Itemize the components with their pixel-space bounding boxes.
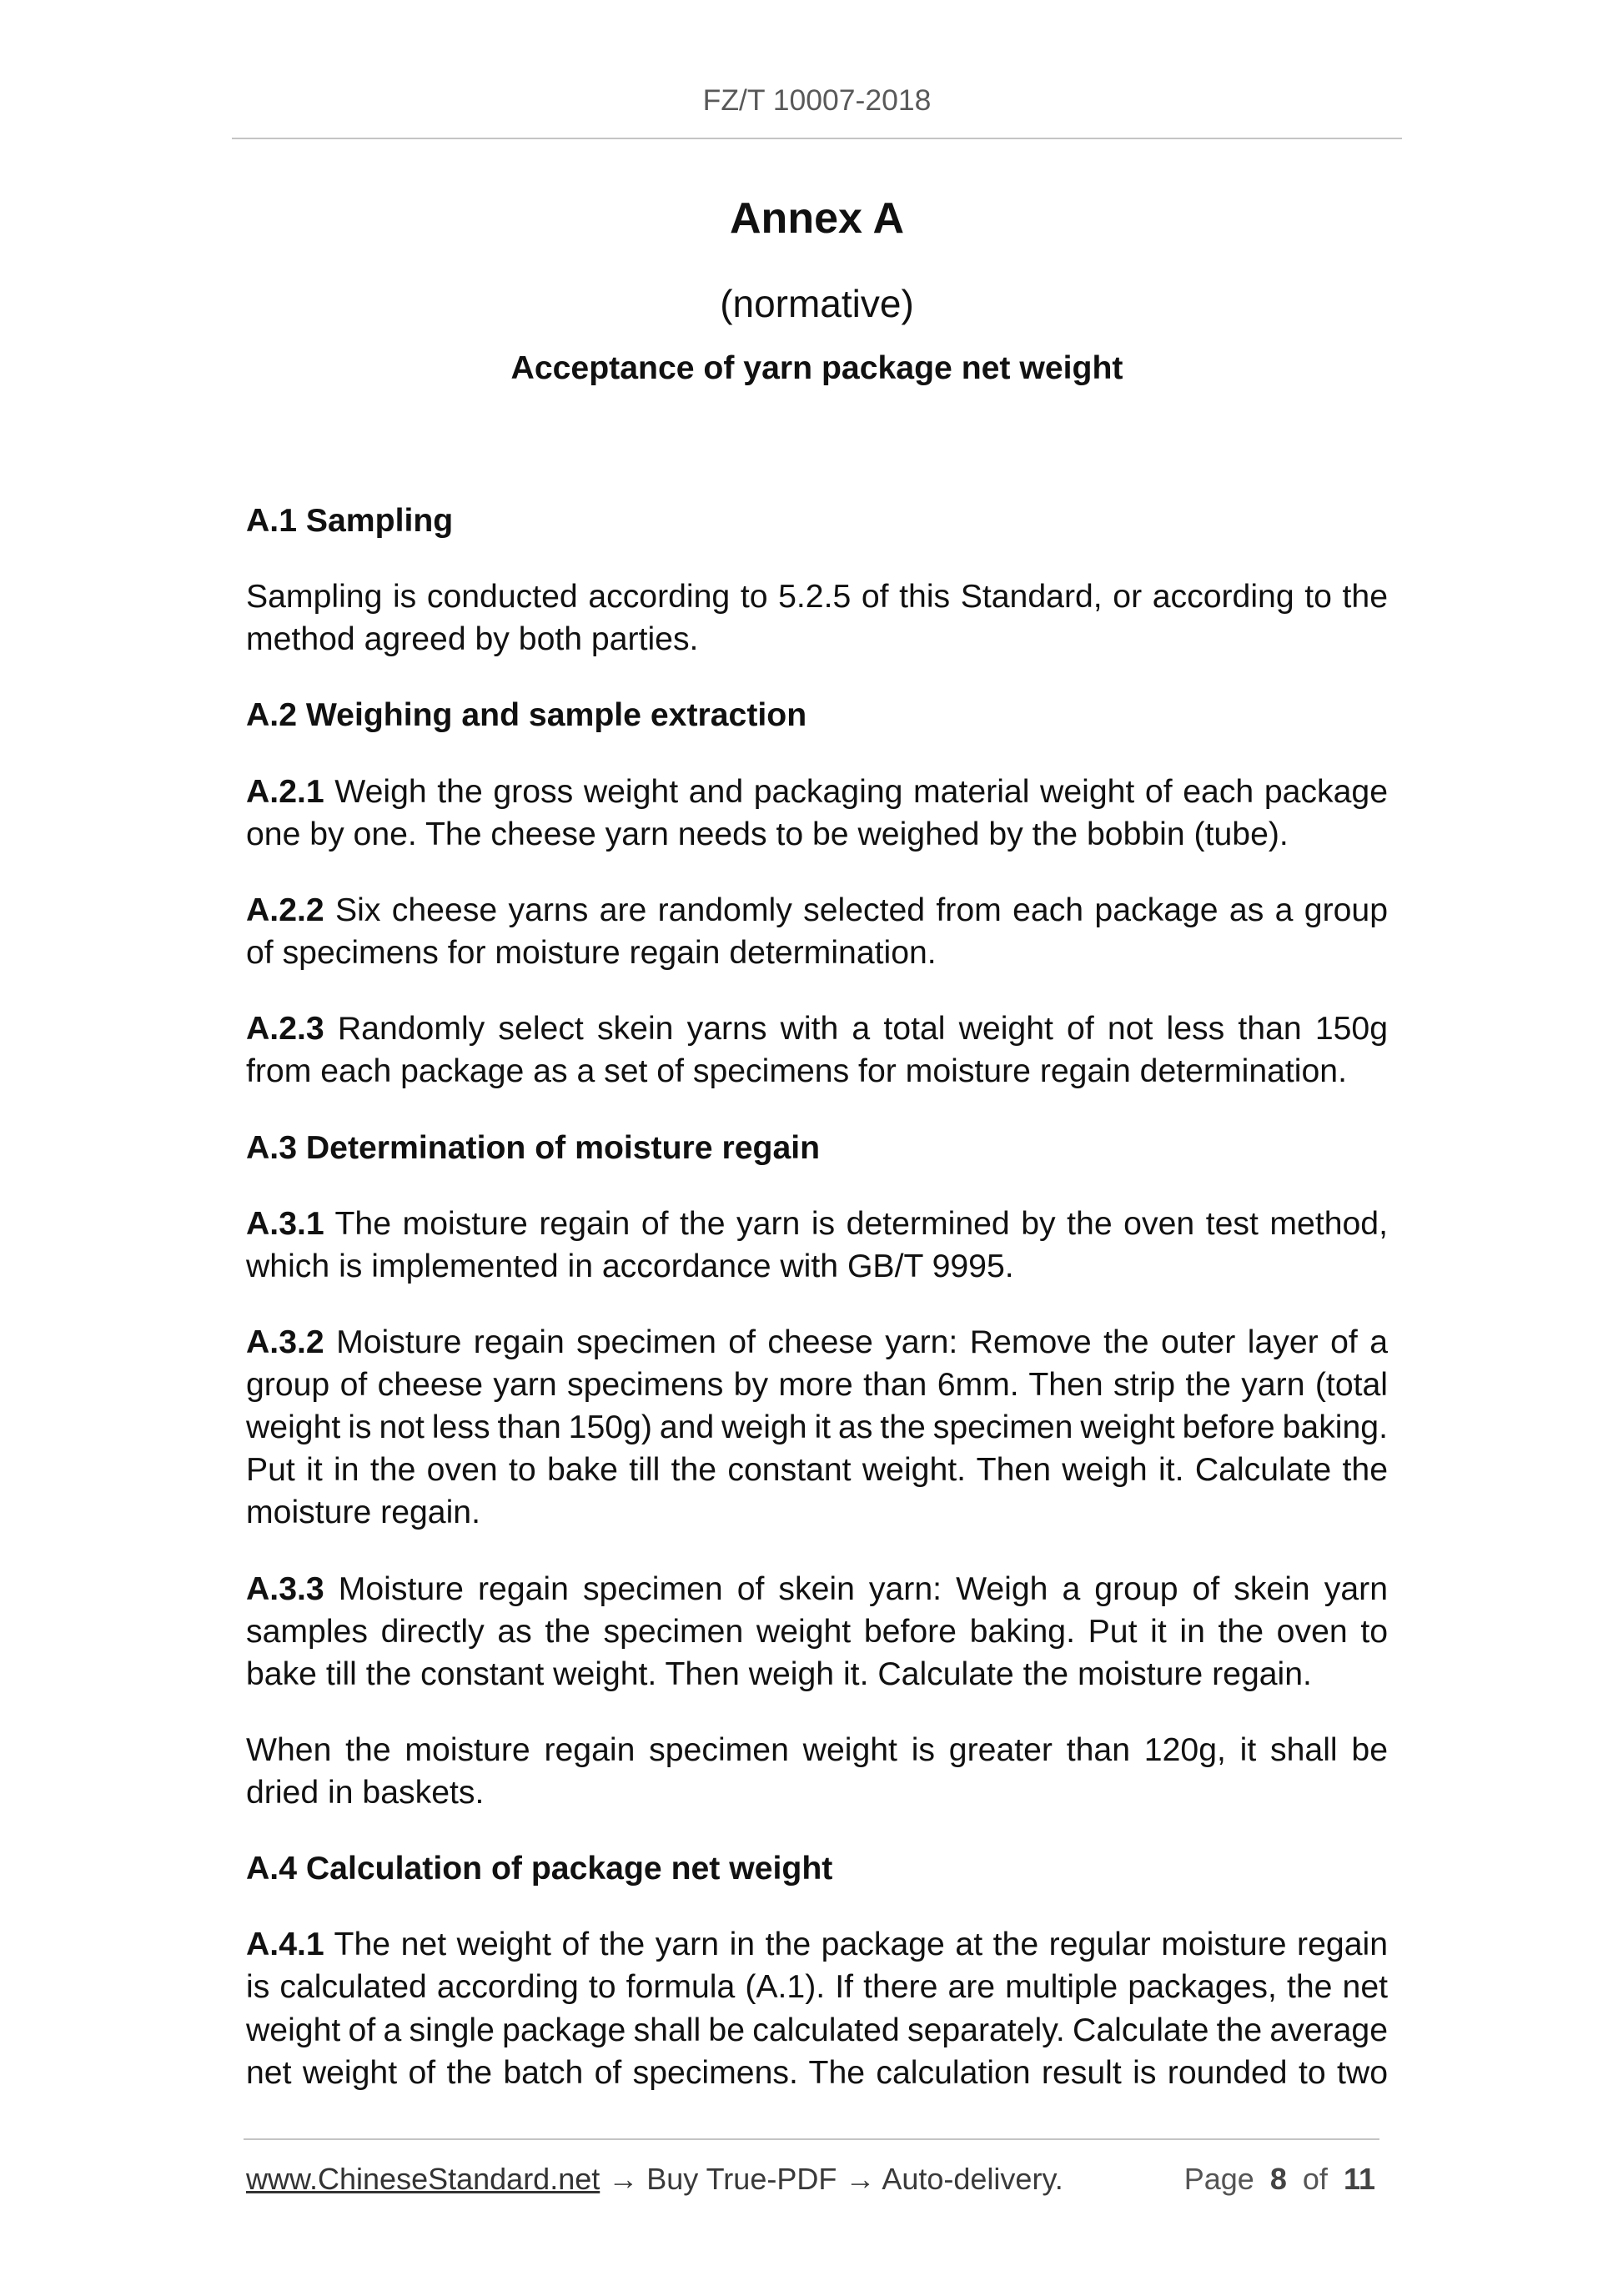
section-heading-a2: A.2 Weighing and sample extraction (246, 697, 807, 734)
text-line-content: The net weight of the yarn in the package at the regular moisture regain (334, 1927, 1388, 1963)
text-line (246, 1007, 1388, 1050)
text-line: Sampling is conducted according to 5.2.5 of this Standard, or according to the (246, 579, 1388, 615)
section-heading-a4: A.4 Calculation of package net weight (246, 1851, 833, 1887)
text-line (246, 1923, 1388, 1966)
website-link[interactable]: www.ChineseStandard.net (246, 2162, 600, 2196)
text-line: from each package as a set of specimens for moisture regain determination. (246, 1053, 1347, 1090)
footer-tagline: → Buy True-PDF → Auto-delivery. (608, 2162, 1063, 2196)
text-line-content: Six cheese yarns are randomly selected from each package as a group (335, 892, 1389, 928)
clause-a3-1 (246, 1203, 1388, 1288)
text-line-content: Moisture regain specimen of cheese yarn: Remove the outer layer of a (336, 1324, 1389, 1360)
clause-a2-3 (246, 1007, 1388, 1093)
clause-a3-3 (246, 1568, 1388, 1696)
text-line (246, 1321, 1388, 1364)
document-code-header: FZ/T 10007-2018 (702, 83, 932, 117)
clause-number: A.3.3 (246, 1570, 324, 1607)
page-total: 11 (1343, 2162, 1375, 2196)
text-line: Put it in the oven to bake till the constant weight. Then weigh it. Calculate the (246, 1452, 1388, 1489)
page-label: Page (1183, 2162, 1254, 2196)
clause-number: A.2.1 (246, 773, 324, 810)
text-line: which is implemented in accordance with GB/T 9995. (246, 1248, 1014, 1284)
clause-number: A.2.3 (246, 1011, 324, 1048)
clause-number: A.3.1 (246, 1205, 324, 1242)
text-line: bake till the constant weight. Then weigh it. Calculate the moisture regain. (246, 1655, 1312, 1692)
annex-title: Annex A (730, 194, 904, 243)
footer-divider (244, 2138, 1379, 2140)
annex-subtitle: Acceptance of yarn package net weight (510, 350, 1123, 386)
annex-type: (normative) (720, 282, 914, 325)
text-line: of specimens for moisture regain determination. (246, 935, 937, 972)
text-line: one by one. The cheese yarn needs to be weighed by the bobbin (tube). (246, 816, 1289, 852)
clause-number: A.3.2 (246, 1324, 324, 1360)
paragraph-a1-sampling (246, 575, 1388, 661)
text-line-content: Randomly select skein yarns with a total weight of not less than 150g (337, 1011, 1389, 1048)
clause-a4-1 (246, 1923, 1388, 2093)
annex-body (246, 500, 1388, 2094)
text-line: is calculated according to formula (A.1). If there are multiple packages, the net (246, 1969, 1388, 2006)
text-line-content: The moisture regain of the yarn is determined by the oven test method, (334, 1205, 1388, 1242)
text-line: samples directly as the specimen weight before baking. Put it in the oven to (246, 1613, 1388, 1650)
page-of-label: of (1302, 2162, 1328, 2196)
text-line (246, 1568, 1388, 1610)
clause-number: A.4.1 (246, 1927, 324, 1963)
text-line: method agreed by both parties. (246, 621, 699, 658)
text-line: moisture regain. (246, 1495, 480, 1531)
text-line: When the moisture regain specimen weight is greater than 120g, it shall be (246, 1731, 1388, 1768)
text-line (246, 889, 1388, 932)
text-line-content: Moisture regain specimen of skein yarn: Weigh a group of skein yarn (338, 1570, 1388, 1607)
clause-a3-2 (246, 1321, 1388, 1534)
header-divider (232, 138, 1402, 139)
text-line (246, 771, 1388, 813)
text-line: net weight of the batch of specimens. The calculation result is rounded to two (246, 2054, 1388, 2091)
text-line: weight of a single package shall be calculated separately. Calculate the average (246, 2012, 1388, 2048)
section-heading-a3: A.3 Determination of moisture regain (246, 1129, 821, 1166)
text-line-content: Weigh the gross weight and packaging material weight of each package (334, 773, 1388, 810)
text-line (246, 1203, 1388, 1245)
page-indicator (1184, 2162, 1375, 2197)
text-line: group of cheese yarn specimens by more than 6mm. Then strip the yarn (total (246, 1367, 1388, 1404)
page-number: 8 (1269, 2162, 1287, 2196)
clause-a2-2 (246, 889, 1388, 974)
paragraph-a3-note (246, 1729, 1388, 1814)
footer-promo (246, 2162, 1063, 2197)
clause-a2-1 (246, 771, 1388, 856)
text-line: dried in baskets. (246, 1775, 485, 1811)
clause-number: A.2.2 (246, 892, 324, 928)
section-heading-a1: A.1 Sampling (246, 503, 454, 539)
text-line: weight is not less than 150g) and weigh it as the specimen weight before baking. (246, 1409, 1388, 1446)
page-footer (246, 2162, 1375, 2197)
